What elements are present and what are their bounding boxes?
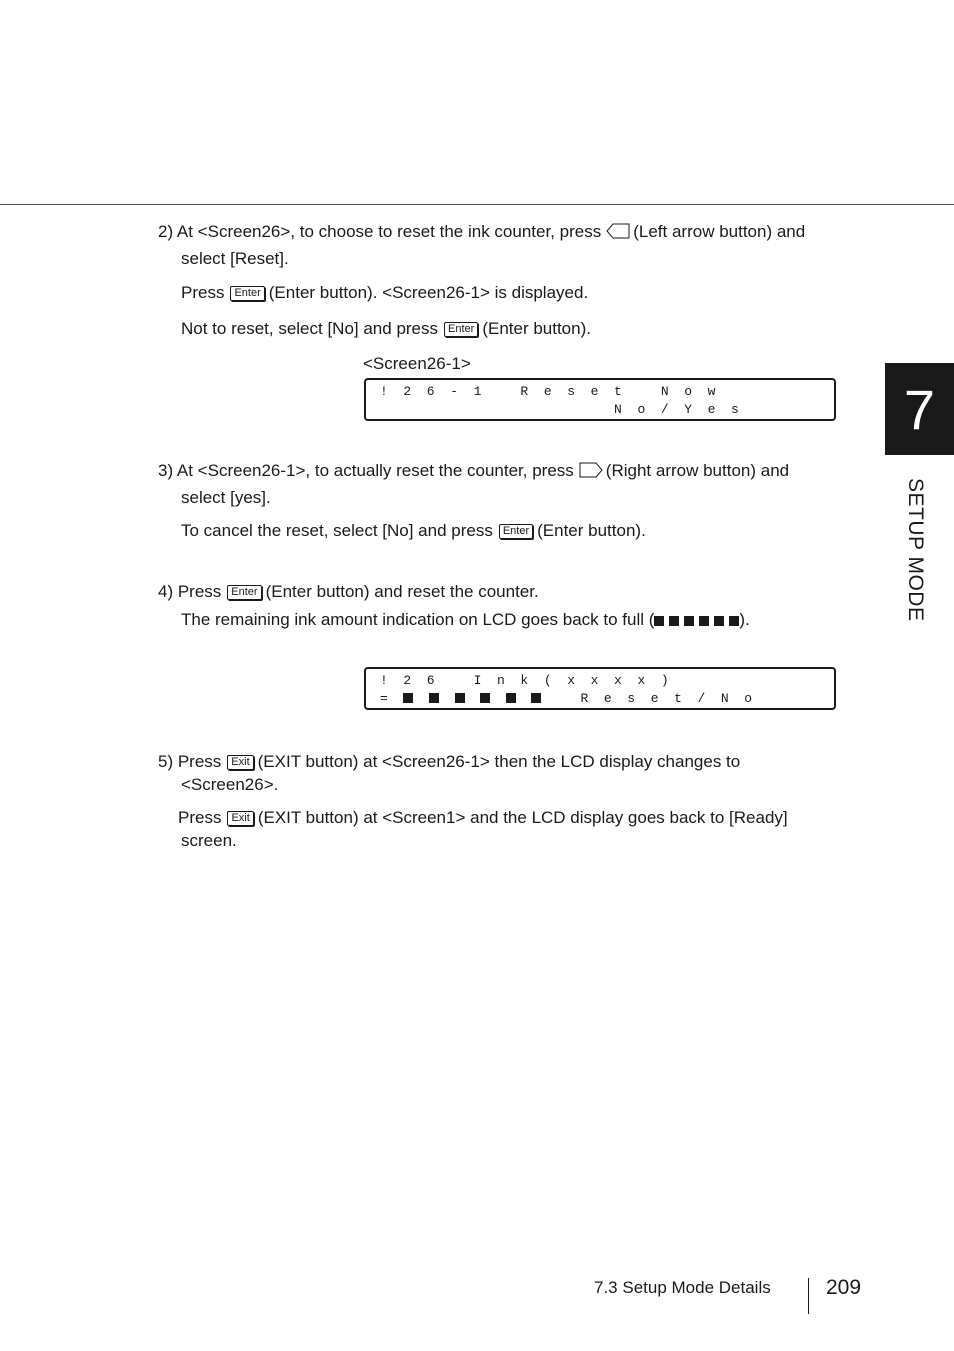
lcd-row-1: ! 2 6 - 1 R e s e t N o w — [380, 384, 716, 399]
step5-line2: <Screen26>. — [181, 775, 279, 794]
chapter-side-label: SETUP MODE — [904, 478, 927, 622]
enter-key-icon: Enter — [227, 585, 261, 600]
full-ink-blocks — [654, 610, 739, 629]
step5-line1: 5) Press Exit (EXIT button) at <Screen26-1> then the LCD display changes to — [158, 752, 741, 771]
step2-noreset: Not to reset, select [No] and press Enter (Enter button). — [181, 319, 591, 338]
step2-line2: select [Reset]. — [181, 249, 289, 268]
lcd-screen26 — [364, 667, 836, 710]
header-rule — [0, 204, 954, 205]
lcd-row-2: = R e s e t / N o — [380, 691, 753, 706]
ink-block-icon — [531, 693, 541, 703]
enter-key-icon: Enter — [230, 286, 264, 301]
step3-line2: select [yes]. — [181, 488, 271, 507]
step4-line2: The remaining ink amount indication on LCD goes back to full ( ). — [181, 610, 750, 629]
chapter-number-tab — [885, 363, 954, 455]
step5-press: Press Exit (EXIT button) at <Screen1> and the LCD display goes back to [Ready] — [178, 808, 788, 827]
lcd-row-1: ! 2 6 I n k ( x x x x ) — [380, 673, 669, 688]
step2-press: Press Enter (Enter button). <Screen26-1> is displayed. — [181, 283, 589, 302]
step5-press-cont: screen. — [181, 831, 237, 850]
right-arrow-button-icon — [578, 461, 604, 484]
ink-block-icon — [403, 693, 413, 703]
chapter-number: 7 — [903, 377, 936, 441]
ink-block-icon — [729, 616, 739, 626]
step3-line1: 3) At <Screen26-1>, to actually reset the counter, press (Right arrow button) and — [158, 461, 789, 484]
enter-key-icon: Enter — [444, 322, 478, 337]
screen26-1-caption: <Screen26-1> — [363, 354, 471, 373]
enter-key-icon: Enter — [499, 524, 533, 539]
step2-line1: 2) At <Screen26>, to choose to reset the ink counter, press (Left arrow button) and — [158, 222, 805, 245]
ink-block-icon — [654, 616, 664, 626]
ink-block-icon — [684, 616, 694, 626]
footer-section-title: 7.3 Setup Mode Details — [594, 1278, 771, 1297]
exit-key-icon: Exit — [227, 811, 253, 826]
page-number: 209 — [826, 1276, 862, 1299]
ink-block-icon — [699, 616, 709, 626]
ink-block-icon — [506, 693, 516, 703]
ink-block-icon — [455, 693, 465, 703]
lcd-row-2: N o / Y e s — [380, 402, 739, 417]
ink-block-icon — [669, 616, 679, 626]
step4-line1: 4) Press Enter (Enter button) and reset the counter. — [158, 582, 539, 601]
lcd-screen26-1 — [364, 378, 836, 421]
exit-key-icon: Exit — [227, 755, 253, 770]
ink-block-icon — [480, 693, 490, 703]
ink-block-icon — [429, 693, 439, 703]
ink-block-icon — [714, 616, 724, 626]
footer-divider — [808, 1278, 809, 1314]
left-arrow-button-icon — [605, 222, 631, 245]
step3-cancel: To cancel the reset, select [No] and press Enter (Enter button). — [181, 521, 646, 540]
